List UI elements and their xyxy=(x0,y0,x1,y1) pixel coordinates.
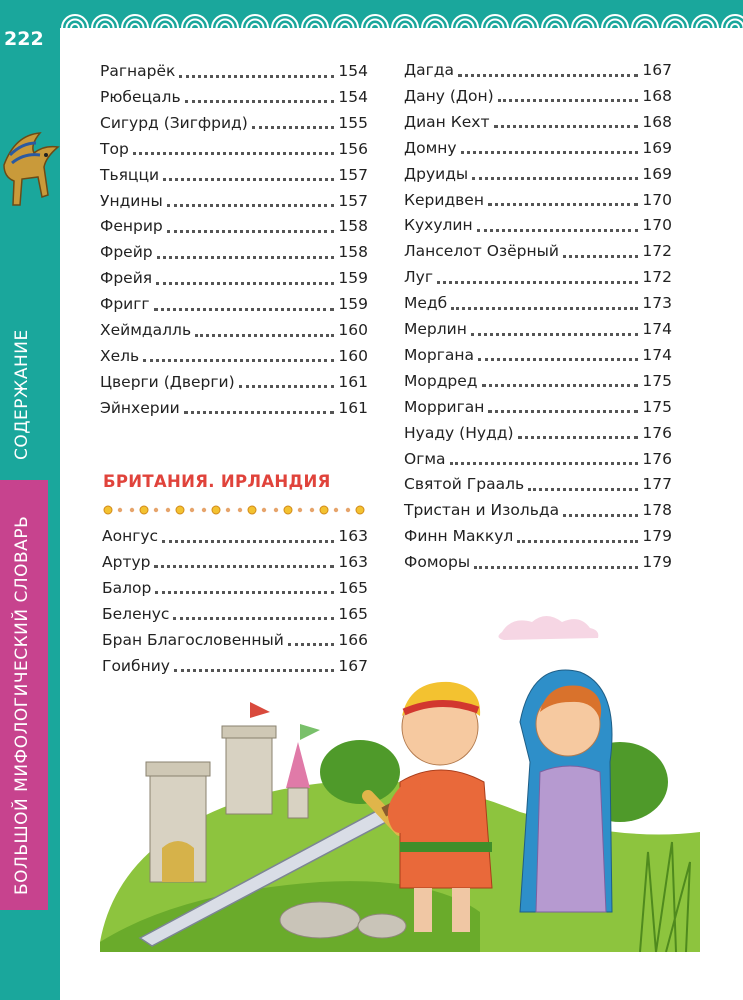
toc-entry-page: 167 xyxy=(642,61,672,79)
toc-dot-leader xyxy=(154,565,334,568)
toc-entry xyxy=(100,241,368,263)
toc-entry-name: Рюбецаль xyxy=(100,87,181,106)
ornament-dot xyxy=(104,506,112,514)
toc-entry-name: Керидвен xyxy=(404,190,484,209)
ornament-dot xyxy=(310,508,314,512)
toc-entry xyxy=(100,164,368,186)
toc-dot-leader xyxy=(563,514,638,517)
toc-dot-leader xyxy=(478,358,638,361)
toc-entry-name: Гоибниу xyxy=(102,656,170,675)
ornament-dot xyxy=(274,508,278,512)
ornament-dot xyxy=(118,508,122,512)
ornament-dot xyxy=(166,508,170,512)
ornament-dot xyxy=(130,508,134,512)
toc-entry-page: 176 xyxy=(642,449,672,468)
toc-entry xyxy=(404,85,672,107)
toc-entry-page: 173 xyxy=(642,294,672,313)
toc-entry-name: Дагда xyxy=(404,61,454,79)
toc-entry-page: 174 xyxy=(642,320,672,338)
ornament-dot xyxy=(154,508,158,512)
toc-dot-leader xyxy=(517,540,638,543)
flag-shape xyxy=(250,702,270,724)
toc-entry xyxy=(100,190,368,212)
toc-dot-leader xyxy=(179,75,334,78)
toc-dot-leader xyxy=(195,334,334,337)
toc-entry-name: Фрейр xyxy=(100,243,153,262)
toc-entry-name: Диан Кехт xyxy=(404,112,490,131)
toc-dot-leader xyxy=(184,411,335,414)
castle-tower-shape xyxy=(226,734,272,814)
toc-entry-name: Луг xyxy=(404,268,433,287)
toc-dot-leader xyxy=(167,204,335,207)
toc-entry xyxy=(102,525,368,547)
toc-entry-name: Нуаду (Нудд) xyxy=(404,423,514,442)
toc-entry-name: Мордред xyxy=(404,371,478,390)
toc-entry-name: Фенрир xyxy=(100,217,163,236)
toc-entry-page: 163 xyxy=(338,552,368,571)
bush-shape xyxy=(320,740,400,804)
toc-dot-leader xyxy=(498,99,639,102)
toc-entry-name: Друиды xyxy=(404,164,469,183)
ornament-dot xyxy=(140,506,148,514)
toc-dot-leader xyxy=(451,307,638,310)
girl-dress-shape xyxy=(536,766,606,912)
toc-entry xyxy=(404,163,672,185)
winged-bull-emblem xyxy=(0,125,62,220)
toc-entry xyxy=(404,396,672,418)
toc-entry-name: Фоморы xyxy=(404,553,471,572)
toc-entry-name: Аонгус xyxy=(102,527,159,545)
toc-dot-leader xyxy=(488,410,638,413)
castle-battlement-shape xyxy=(222,726,276,738)
toc-entry xyxy=(100,267,368,289)
toc-entry-page: 170 xyxy=(642,216,672,235)
toc-dot-leader xyxy=(163,178,334,181)
toc-entry xyxy=(100,371,368,393)
boy-leg-shape xyxy=(452,888,470,932)
toc-dot-leader xyxy=(155,591,334,594)
page-number: 222 xyxy=(4,28,44,50)
toc-dot-leader xyxy=(450,462,639,465)
toc-entry xyxy=(404,422,672,444)
toc-entry-page: 177 xyxy=(642,475,672,494)
ornament-dot xyxy=(190,508,194,512)
ornament-dot xyxy=(356,506,364,514)
toc-dot-leader xyxy=(458,74,638,77)
arch-pattern xyxy=(0,0,743,28)
toc-entry-page: 174 xyxy=(642,345,672,364)
toc-entry xyxy=(102,577,368,599)
toc-entry-name: Артур xyxy=(102,552,151,571)
toc-entry xyxy=(404,473,672,495)
boy-belt-shape xyxy=(400,842,492,852)
ornament-dot xyxy=(238,508,242,512)
toc-entry-page: 160 xyxy=(338,346,368,365)
toc-dot-leader xyxy=(185,100,335,103)
section-heading: БРИТАНИЯ. ИРЛАНДИЯ xyxy=(103,472,331,491)
toc-entry xyxy=(100,345,368,367)
toc-entry-name: Фрейя xyxy=(100,269,153,288)
ornament-dot xyxy=(298,508,302,512)
toc-entry-page: 178 xyxy=(642,501,672,520)
cloud-shape xyxy=(498,616,598,640)
toc-dot-leader xyxy=(528,488,638,491)
toc-dot-leader xyxy=(437,281,638,284)
toc-entry-name: Хель xyxy=(100,346,140,365)
toc-dot-leader xyxy=(471,333,639,336)
illustration-knights-sword xyxy=(100,612,700,952)
toc-entry-page: 166 xyxy=(338,630,368,649)
section-ornament xyxy=(103,503,368,517)
toc-entry xyxy=(404,292,672,314)
toc-entry-name: Хеймдалль xyxy=(100,321,192,339)
toc-entry xyxy=(100,86,368,108)
ornament-dot xyxy=(334,508,338,512)
toc-entry-name: Огма xyxy=(404,449,446,468)
top-decorative-band xyxy=(0,0,743,28)
toc-entry-page: 175 xyxy=(642,371,672,390)
toc-entry-name: Ланселот Озёрный xyxy=(404,242,559,261)
toc-dot-leader xyxy=(252,126,335,129)
toc-entry xyxy=(100,138,368,160)
toc-entry-page: 172 xyxy=(642,268,672,287)
toc-entry xyxy=(404,370,672,392)
toc-entry-page: 165 xyxy=(338,604,368,623)
toc-entry xyxy=(404,499,672,521)
toc-entry-name: Морриган xyxy=(404,397,485,416)
toc-entry-page: 172 xyxy=(642,242,672,261)
toc-dot-leader xyxy=(563,255,638,258)
ornament-dot xyxy=(262,508,266,512)
toc-entry xyxy=(404,448,672,470)
toc-entry-name: Домну xyxy=(404,138,457,157)
toc-entry xyxy=(100,215,368,237)
toc-entry-page: 179 xyxy=(642,527,672,546)
toc-entry xyxy=(102,551,368,573)
toc-entry-page: 154 xyxy=(338,62,368,80)
toc-dot-leader xyxy=(477,229,639,232)
toc-entry-name: Беленус xyxy=(102,604,170,623)
toc-entry-name: Бран Благословенный xyxy=(102,630,284,649)
toc-entry-page: 163 xyxy=(338,527,368,545)
toc-entry-page: 154 xyxy=(338,87,368,106)
toc-entry-name: Тристан и Изольда xyxy=(404,501,560,520)
toc-entry-name: Финн Маккул xyxy=(404,527,514,546)
stone-shape xyxy=(280,902,360,938)
sidebar-contents-label: СОДЕРЖАНИЕ xyxy=(12,329,32,460)
ornament-dot xyxy=(226,508,230,512)
toc-entry-page: 165 xyxy=(338,578,368,597)
toc-entry xyxy=(100,112,368,134)
boy-leg-shape xyxy=(414,888,432,932)
toc-entry-page: 156 xyxy=(338,139,368,158)
toc-dot-leader xyxy=(482,384,639,387)
toc-dot-leader xyxy=(156,282,334,285)
toc-entry-name: Сигурд (Зигфрид) xyxy=(100,113,248,132)
toc-entry-page: 167 xyxy=(338,656,368,675)
toc-entry xyxy=(100,293,368,315)
toc-dot-leader xyxy=(162,540,334,543)
toc-entry xyxy=(404,525,672,547)
toc-entry-name: Тьяцци xyxy=(100,165,160,184)
toc-dot-leader xyxy=(133,152,335,155)
toc-dot-leader xyxy=(154,308,335,311)
toc-entry xyxy=(404,551,672,573)
toc-entry-name: Святой Грааль xyxy=(404,475,525,494)
ornament-dot xyxy=(212,506,220,514)
toc-entry-page: 170 xyxy=(642,190,672,209)
ornament-dot xyxy=(320,506,328,514)
toc-entry-page: 158 xyxy=(338,243,368,262)
toc-dot-leader xyxy=(143,359,334,362)
toc-entry-name: Балор xyxy=(102,578,152,597)
ornament-dot xyxy=(346,508,350,512)
toc-entry-page: 168 xyxy=(642,86,672,105)
toc-entry xyxy=(404,266,672,288)
ornament-dot xyxy=(248,506,256,514)
toc-entry-page: 161 xyxy=(338,372,368,391)
toc-entry-page: 155 xyxy=(338,113,368,132)
toc-entry-name: Кухулин xyxy=(404,216,473,235)
toc-entry-name: Моргана xyxy=(404,345,474,364)
toc-entry-page: 159 xyxy=(338,269,368,288)
castle-roof-shape xyxy=(286,742,310,788)
castle-tower-shape xyxy=(288,788,308,818)
flag-shape xyxy=(300,724,320,740)
toc-entry-name: Эйнхерии xyxy=(100,398,180,417)
toc-entry-page: 168 xyxy=(642,112,672,131)
toc-entry-name: Ундины xyxy=(100,191,163,210)
toc-entry-page: 169 xyxy=(642,138,672,157)
toc-entry-name: Фригг xyxy=(100,295,150,314)
toc-dot-leader xyxy=(494,125,639,128)
toc-entry-page: 157 xyxy=(338,191,368,210)
sidebar-book-title: БОЛЬШОЙ МИФОЛОГИЧЕСКИЙ СЛОВАРЬ xyxy=(12,515,32,895)
toc-entry xyxy=(100,397,368,419)
toc-dot-leader xyxy=(472,177,638,180)
toc-dot-leader xyxy=(239,385,335,388)
toc-entry xyxy=(404,240,672,262)
toc-dot-leader xyxy=(474,566,638,569)
toc-entry-name: Цверги (Дверги) xyxy=(100,372,235,391)
toc-entry-page: 175 xyxy=(642,397,672,416)
toc-entry-page: 161 xyxy=(338,398,368,417)
toc-entry xyxy=(404,137,672,159)
toc-entry-name: Мерлин xyxy=(404,320,467,338)
toc-entry-name: Медб xyxy=(404,294,448,313)
toc-entry-page: 157 xyxy=(338,165,368,184)
castle-battlement-shape xyxy=(146,762,210,776)
toc-entry-page: 158 xyxy=(338,217,368,236)
ornament-dot xyxy=(176,506,184,514)
toc-dot-leader xyxy=(461,151,639,154)
toc-dot-leader xyxy=(518,436,639,439)
toc-entry-name: Рагнарёк xyxy=(100,62,176,80)
stone-shape xyxy=(358,914,406,938)
toc-entry-page: 169 xyxy=(642,164,672,183)
toc-entry xyxy=(404,111,672,133)
toc-entry xyxy=(404,214,672,236)
toc-entry-page: 176 xyxy=(642,423,672,442)
ornament-dot xyxy=(202,508,206,512)
toc-entry xyxy=(100,319,368,341)
castle-door-shape xyxy=(162,841,194,882)
toc-entry-name: Тор xyxy=(100,139,129,158)
toc-entry xyxy=(404,318,672,340)
toc-entry-name: Дану (Дон) xyxy=(404,86,494,105)
arch-stroke xyxy=(71,24,79,28)
toc-entry-page: 179 xyxy=(642,553,672,572)
toc-dot-leader xyxy=(157,256,335,259)
toc-dot-leader xyxy=(488,203,638,206)
toc-entry-page: 159 xyxy=(338,295,368,314)
toc-entry xyxy=(404,59,672,81)
toc-dot-leader xyxy=(167,230,335,233)
ornament-dot xyxy=(284,506,292,514)
toc-entry xyxy=(404,344,672,366)
toc-entry xyxy=(404,189,672,211)
toc-entry xyxy=(100,60,368,82)
toc-entry-page: 160 xyxy=(338,321,368,339)
